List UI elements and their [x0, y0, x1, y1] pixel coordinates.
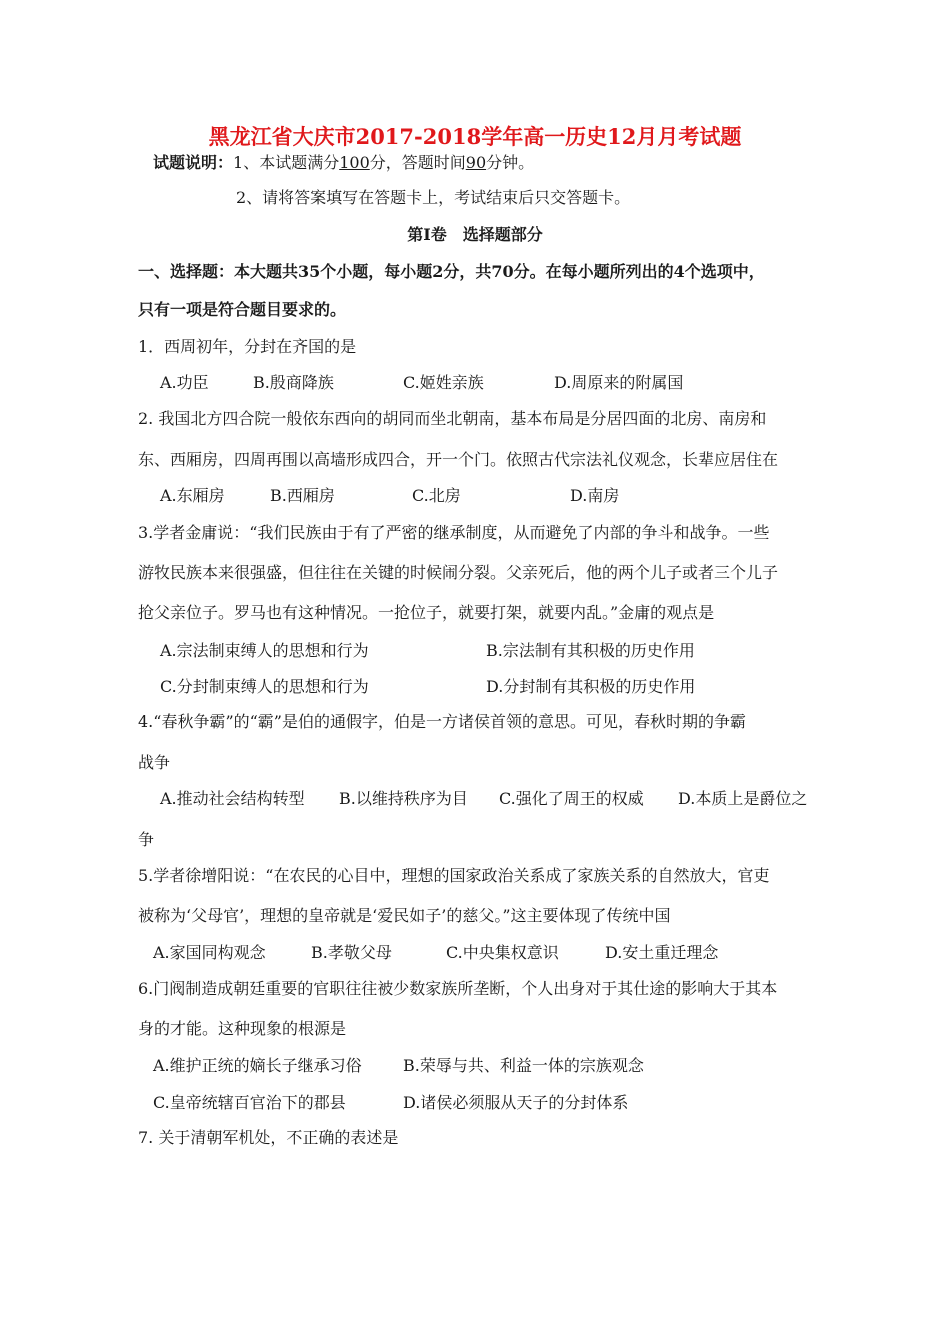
- option: A.宗法制束缚人的思想和行为: [160, 641, 369, 660]
- question-stem: 3.学者金庸说：“我们民族由于有了严密的继承制度，从而避免了内部的争斗和战争。一些: [138, 523, 770, 542]
- option: B.宗法制有其积极的历史作用: [486, 641, 695, 660]
- question-stem: 被称为‘父母官’，理想的皇帝就是‘爱民如子’的慈父。”这主要体现了传统中国: [138, 906, 671, 925]
- option: C.强化了周王的权威: [499, 789, 644, 808]
- question-stem: 抢父亲位子。罗马也有这种情况。一抢位子，就要打架，就要内乱。”金庸的观点是: [138, 603, 715, 622]
- option: A.东厢房: [160, 486, 225, 505]
- option: D.南房: [570, 486, 620, 505]
- option: D.本质上是爵位之: [678, 789, 808, 808]
- option: A.功臣: [160, 373, 209, 392]
- option: C.中央集权意识: [446, 943, 559, 962]
- option: B.以维持秩序为目: [339, 789, 468, 808]
- section-title: 第Ⅰ卷 选择题部分: [407, 225, 543, 244]
- question-stem: 5.学者徐增阳说：“在农民的心目中，理想的国家政治关系成了家族关系的自然放大，官吏: [138, 866, 770, 885]
- instructions-text-c: 分钟。: [486, 153, 535, 172]
- exam-duration: 90: [465, 153, 487, 172]
- option: C.皇帝统辖百官治下的郡县: [153, 1093, 346, 1112]
- option: B.孝敬父母: [311, 943, 392, 962]
- option: B.殷商降族: [253, 373, 334, 392]
- option: B.西厢房: [270, 486, 335, 505]
- section-intro-line: 只有一项是符合题目要求的。: [138, 300, 347, 319]
- question-stem: 2. 我国北方四合院一般依东西向的胡同而坐北朝南，基本布局是分居四面的北房、南房和: [138, 409, 767, 428]
- question-stem: 4.“春秋争霸”的“霸”是伯的通假字，伯是一方诸侯首领的意思。可见，春秋时期的争霸: [138, 712, 746, 731]
- instructions-text-a: 1、本试题满分: [233, 153, 340, 172]
- question-stem: 东、西厢房，四周再围以高墙形成四合，开一个门。依照古代宗法礼仪观念，长辈应居住在: [138, 450, 779, 469]
- option: D.诸侯必须服从天子的分封体系: [403, 1093, 629, 1112]
- option: B.荣辱与共、利益一体的宗族观念: [403, 1056, 644, 1075]
- option: A.维护正统的嫡长子继承习俗: [153, 1056, 362, 1075]
- option: D.周原来的附属国: [554, 373, 684, 392]
- option: D.安土重迁理念: [605, 943, 719, 962]
- question-stem: 7. 关于清朝军机处，不正确的表述是: [138, 1128, 399, 1147]
- instructions-line-1: [153, 153, 534, 173]
- option: D.分封制有其积极的历史作用: [486, 677, 696, 696]
- option: A.家国同构观念: [153, 943, 266, 962]
- section-intro-line: 一、选择题：本大题共35个小题，每小题2分，共70分。在每小题所列出的4个选项中，: [138, 262, 765, 281]
- question-stem: 战争: [138, 753, 171, 772]
- question-stem: 游牧民族本来很强盛，但往往在关键的时候闹分裂。父亲死后，他的两个儿子或者三个儿子: [138, 563, 779, 582]
- page-title: 黑龙江省大庆市2017-2018学年高一历史12月月考试题: [208, 124, 742, 149]
- instructions-label: 试题说明：: [153, 153, 234, 172]
- instructions-text-b: 分，答题时间: [369, 153, 466, 172]
- option: C.姬姓亲族: [403, 373, 484, 392]
- question-stem: 1．西周初年，分封在齐国的是: [138, 337, 357, 356]
- option: C.分封制束缚人的思想和行为: [160, 677, 369, 696]
- instructions-line-2: 2、请将答案填写在答题卡上，考试结束后只交答题卡。: [236, 188, 631, 207]
- option: A.推动社会结构转型: [160, 789, 305, 808]
- question-stem: 身的才能。这种现象的根源是: [138, 1019, 347, 1038]
- full-score: 100: [339, 153, 370, 172]
- question-stem: 6.门阀制造成朝廷重要的官职往往被少数家族所垄断，个人出身对于其仕途的影响大于其本: [138, 979, 778, 998]
- option-continuation: 争: [138, 830, 155, 849]
- option: C.北房: [412, 486, 461, 505]
